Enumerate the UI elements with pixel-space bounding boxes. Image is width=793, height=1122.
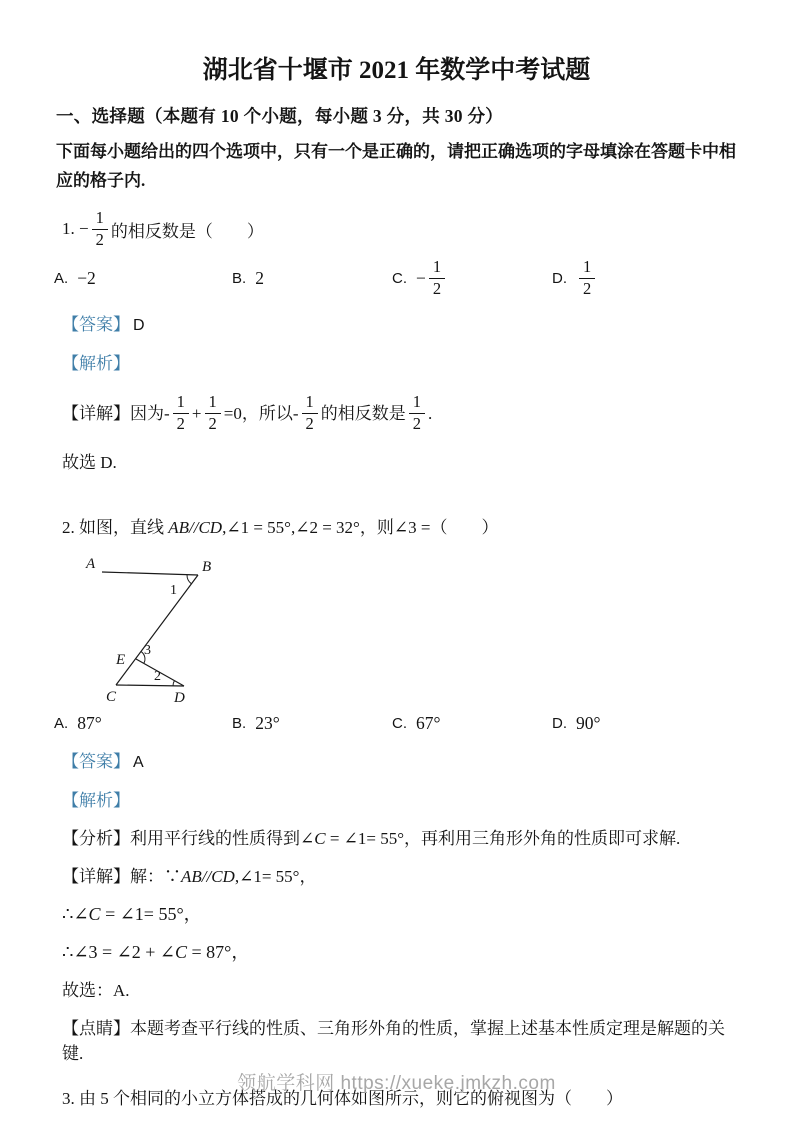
fraction-one-half — [92, 209, 108, 250]
point-label-a: A — [86, 556, 96, 572]
option-label: A. — [54, 269, 69, 287]
fraction-one-half — [429, 258, 445, 299]
fraction-numerator: 1 — [409, 393, 425, 414]
option-value: 87° — [77, 712, 102, 733]
question-2-tip-line — [62, 1016, 737, 1066]
option-value: −2 — [77, 267, 96, 288]
tip-text: 本题考查平行线的性质、三角形外角的性质，掌握上述基本性质定理是解题的关键. — [62, 1019, 725, 1063]
question-1-explain-line — [62, 351, 737, 376]
option-label: C. — [392, 269, 407, 287]
fraction-numerator: 1 — [205, 393, 221, 414]
fraction-numerator: 1 — [429, 258, 445, 279]
fraction-denominator: 2 — [305, 413, 314, 433]
question-2-answer-line — [62, 749, 737, 775]
point-label-c: C — [106, 689, 117, 705]
analysis-text: 利用平行线的性质得到∠ — [130, 829, 315, 848]
question-2-text: 2. 如图，直线 — [62, 518, 169, 537]
question-2-option-d — [552, 713, 737, 734]
question-1-option-c — [392, 258, 552, 299]
question-1-text: 的相反数是（ ） — [110, 221, 264, 241]
question-2-geometry-figure — [72, 548, 222, 706]
detail-operator: + — [191, 403, 202, 423]
question-2-analysis-line — [62, 826, 737, 851]
fraction-numerator: 1 — [92, 209, 108, 230]
question-1-conclusion: 故选 D. — [62, 453, 117, 472]
fraction-one-half — [205, 393, 221, 434]
section-instructions: 下面每小题给出的四个选项中，只有一个是正确的，请把正确选项的字母填涂在答题卡中相应的格子内. — [56, 142, 736, 190]
fraction-one-half — [302, 393, 318, 434]
page-title: 湖北省十堰市 2021 年数学中考试题 — [202, 57, 591, 84]
analysis-label: 【分析】 — [62, 829, 130, 848]
question-2-equation-1 — [62, 902, 737, 927]
question-2-conclusion: 故选：A. — [62, 981, 130, 1000]
fraction-numerator: 1 — [302, 393, 318, 414]
question-2-option-b — [232, 713, 392, 734]
question-1-answer-line — [62, 312, 737, 338]
watermark-footer: 领航学科网 https://xueke.jmkzh.com — [237, 1073, 556, 1094]
answer-letter: A — [133, 754, 144, 771]
equation-text: = ∠1= 55°， — [100, 904, 202, 924]
minus-sign: − — [416, 267, 426, 288]
question-1-option-b — [232, 268, 392, 289]
fraction-denominator: 2 — [208, 413, 217, 433]
question-1-option-d — [552, 258, 737, 299]
detail-label: 【详解】 — [62, 403, 130, 423]
equation-text: = 87°， — [187, 942, 250, 962]
math-variable: C — [88, 904, 101, 924]
fraction-numerator: 1 — [173, 393, 189, 414]
fraction-one-half — [579, 258, 595, 299]
fraction-denominator: 2 — [432, 278, 442, 298]
option-value: 23° — [255, 712, 280, 733]
math-variable: C — [175, 942, 188, 962]
detail-text: . — [428, 403, 433, 423]
math-variable: C — [314, 829, 326, 848]
detail-text: 因为- — [130, 403, 170, 423]
question-1-options — [54, 257, 737, 299]
minus-sign: − — [79, 219, 89, 238]
question-2-explain-line — [62, 788, 737, 813]
answer-label: 【答案】 — [62, 752, 130, 771]
option-label: D. — [552, 714, 567, 732]
detail-text: 的相反数是 — [320, 403, 406, 423]
fraction-denominator: 2 — [95, 229, 104, 249]
question-1-detail-line — [62, 389, 737, 437]
question-3-stem: 3. 由 5 个相同的小立方体搭成的几何体如图所示，则它的俯视图为（ ） — [62, 1089, 623, 1108]
fraction-one-half — [173, 393, 189, 434]
option-value: 2 — [255, 267, 264, 288]
question-2-detail-line-1 — [62, 864, 737, 889]
equation-text: ∴∠ — [62, 904, 89, 924]
question-1-stem — [62, 205, 737, 253]
fraction-numerator: 1 — [579, 258, 595, 279]
option-label: B. — [232, 714, 247, 732]
question-2-options — [54, 710, 737, 736]
option-value: 67° — [416, 712, 441, 733]
angle-3-label: 3 — [144, 643, 151, 658]
angle-1-label: 1 — [170, 583, 177, 598]
fraction-denominator: 2 — [583, 278, 592, 298]
explain-label: 【解析】 — [62, 354, 130, 373]
answer-letter: D — [133, 317, 145, 334]
math-italic: AB//CD — [181, 867, 235, 886]
analysis-text: = ∠1= 55°，再利用三角形外角的性质即可求解. — [325, 829, 681, 848]
line-ab — [102, 572, 198, 575]
question-2-text: ，则∠3 =（ ） — [359, 518, 499, 537]
point-label-e: E — [116, 652, 126, 668]
question-2-math-italic: AB//CD — [168, 518, 223, 537]
equation-text: ∴∠3 = ∠2 + ∠ — [62, 942, 176, 962]
point-label-b: B — [202, 559, 212, 575]
tip-label: 【点睛】 — [62, 1019, 130, 1038]
angle-2-label: 2 — [154, 669, 161, 684]
detail-text: =0，所以- — [223, 403, 299, 423]
explain-label: 【解析】 — [62, 791, 130, 810]
option-value: 90° — [576, 712, 601, 733]
question-2-equation-2 — [62, 940, 737, 965]
fraction-one-half — [409, 393, 425, 434]
option-label: A. — [54, 714, 69, 732]
question-2-math: ,∠1 = 55°,∠2 = 32° — [222, 518, 360, 537]
option-label: C. — [392, 714, 407, 732]
question-1-option-a — [54, 268, 232, 289]
angle-1-arc — [187, 575, 191, 584]
section-heading: 一、选择题（本题有 10 个小题，每小题 3 分，共 30 分） — [56, 106, 504, 126]
option-label: B. — [232, 269, 247, 287]
detail-text: 解：∵ — [130, 867, 181, 886]
question-2-option-a — [54, 713, 232, 734]
line-cd — [116, 685, 184, 686]
fraction-denominator: 2 — [412, 413, 422, 433]
detail-label: 【详解】 — [62, 867, 130, 886]
question-2-stem — [62, 515, 737, 540]
fraction-denominator: 2 — [176, 413, 185, 433]
point-label-d: D — [174, 690, 185, 706]
question-2-option-c — [392, 713, 552, 734]
detail-text: ,∠1= 55°， — [234, 867, 317, 886]
angle-2-arc — [173, 681, 174, 686]
question-1-number: 1. — [62, 219, 75, 238]
option-label: D. — [552, 269, 567, 287]
answer-label: 【答案】 — [62, 315, 130, 334]
